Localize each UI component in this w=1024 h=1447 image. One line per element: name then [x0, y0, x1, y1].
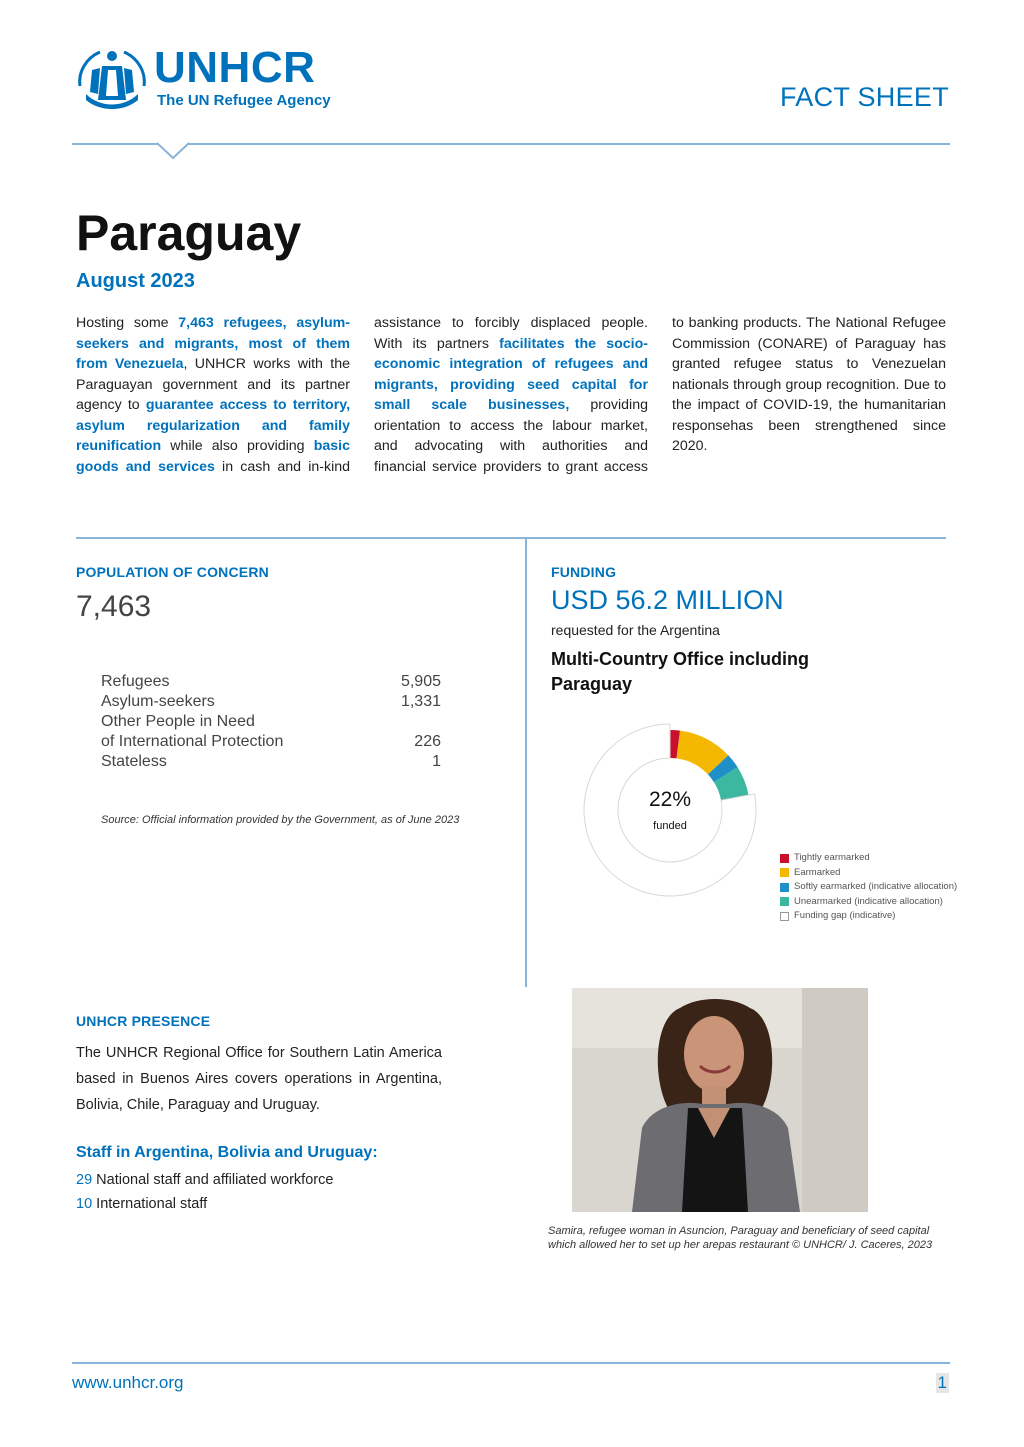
population-row-label: Other People in Need — [101, 713, 255, 730]
legend-swatch — [780, 868, 789, 877]
document-type: FACT SHEET — [779, 82, 949, 112]
population-row — [101, 712, 461, 732]
presence-heading: UNHCR PRESENCE — [76, 1013, 211, 1029]
section-divider — [76, 537, 946, 539]
population-source: Source: Official information provided by the Government, as of June 2023 — [101, 814, 460, 826]
logo-wordmark: UNHCR — [154, 43, 316, 92]
legend-label: Tightly earmarked — [794, 852, 870, 863]
funding-heading: FUNDING — [551, 564, 617, 580]
legend-swatch — [780, 854, 789, 863]
population-row-label: Asylum-seekers — [101, 693, 215, 710]
logo-tagline: The UN Refugee Agency — [157, 92, 331, 109]
population-row-value: 1,331 — [400, 693, 441, 710]
presence-text: The UNHCR Regional Office for Southern Latin America based in Buenos Aires covers operations in Argentina, Bolivia, Chile, Paraguay and Uruguay. — [76, 1045, 442, 1113]
legend-item — [780, 866, 957, 881]
population-row — [101, 752, 461, 772]
footer-link[interactable]: www.unhcr.org — [72, 1373, 184, 1392]
refugee-photo — [572, 988, 868, 1212]
legend-label: Unearmarked (indicative allocation) — [794, 895, 943, 907]
population-row-label: Stateless — [101, 753, 167, 770]
staff-heading: Staff in Argentina, Bolivia and Uruguay: — [76, 1144, 378, 1161]
population-row-value: 226 — [414, 733, 441, 750]
population-row — [101, 692, 461, 712]
page-title: Paraguay — [76, 205, 302, 261]
legend-item — [780, 880, 957, 895]
donut-percent: 22% — [648, 788, 692, 811]
column-divider — [525, 537, 527, 987]
header-notch — [156, 142, 190, 160]
legend-label: Softly earmarked (indicative allocation) — [794, 881, 958, 892]
population-heading: POPULATION OF CONCERN — [76, 564, 269, 580]
legend-item — [780, 909, 957, 924]
legend-swatch — [780, 897, 789, 906]
donut-caption: funded — [653, 820, 687, 832]
funding-legend — [780, 851, 957, 924]
population-row-value: 5,905 — [400, 673, 441, 690]
page-date: August 2023 — [76, 270, 195, 292]
legend-label: Funding gap (indicative) — [794, 910, 896, 921]
intro-text: Hosting some 7,463 refugees, asylum-seekers and migrants, most of them from Venezuela, UNHCR works with the Paraguayan government and its partner agency to guarantee access to territory, asylum regularization and family reunification while also providing basic goods and services in cash and in-kind assistance to forcibly displaced people. With its partners facilitates the socio-economic integration of refugees and migrants, providing seed capital for small scale businesses, providing orientation to access the labour market, and advocating with authorities and financial service providers to grant access to banking products. The National Refugee Commission (CONARE) of Paraguay has granted refugee status to Venezuelan nationals through group recognition. Due to the impact of COVID-19, the humanitarian responsehas been strengthened since 2020. — [76, 315, 946, 475]
staff-line: 10 International staff — [76, 1196, 208, 1212]
legend-swatch — [780, 883, 789, 892]
legend-label: Earmarked — [794, 866, 841, 878]
funding-amount: USD 56.2 MILLION — [551, 585, 784, 615]
page-number: 1 — [937, 1373, 947, 1392]
population-row — [101, 672, 461, 692]
population-row-label: Refugees — [101, 673, 170, 690]
photo-caption: Samira, refugee woman in Asuncion, Paraguay and beneficiary of seed capital which allowed her to set up her arepas restaurant © UNHCR/ J. Caceres, 2023 — [548, 1225, 933, 1251]
legend-item — [780, 851, 957, 866]
population-row-value: 1 — [432, 753, 441, 770]
funding-donut-chart — [582, 722, 758, 898]
header-divider — [72, 143, 950, 145]
staff-line: 29 National staff and affiliated workforce — [76, 1172, 334, 1188]
legend-swatch — [780, 912, 789, 921]
legend-item — [780, 895, 957, 910]
footer-divider — [72, 1362, 950, 1364]
funding-label: Multi-Country Office including Paraguay — [551, 649, 809, 694]
funding-subtitle: requested for the Argentina — [551, 622, 720, 638]
population-row-value — [361, 712, 461, 732]
population-table — [101, 672, 461, 772]
population-row-label: of International Protection — [101, 733, 284, 750]
population-total: 7,463 — [76, 590, 152, 623]
population-row — [101, 732, 461, 752]
